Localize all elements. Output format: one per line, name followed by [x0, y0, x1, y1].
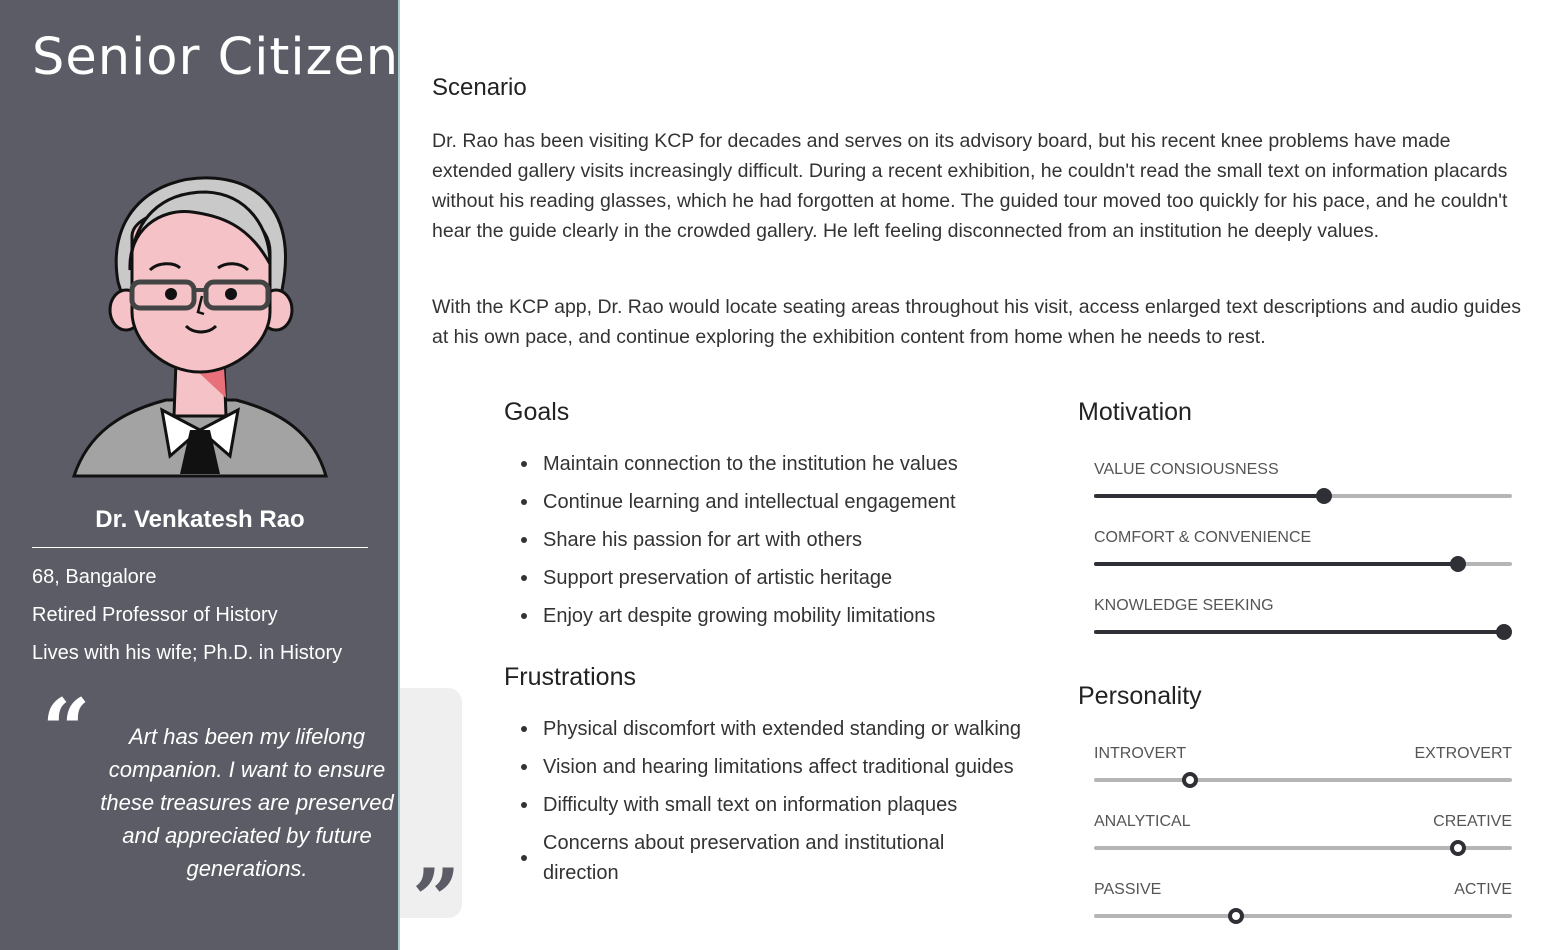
list-item: Support preservation of artistic heritage	[504, 563, 1064, 593]
slider-label: VALUE CONSIOUSNESS	[1094, 461, 1279, 478]
personality-slider-introvert-extrovert	[1094, 745, 1512, 782]
slider-right-label: EXTROVERT	[1414, 745, 1512, 762]
motivation-slider-value	[1094, 461, 1512, 498]
slider-label-row	[1094, 813, 1512, 831]
motivation-slider-comfort	[1094, 529, 1512, 566]
slider-right-label: ACTIVE	[1454, 881, 1512, 898]
slider-knob	[1316, 488, 1332, 504]
scenario-paragraph-1: Dr. Rao has been visiting KCP for decades and serves on its advisory board, but his recent knee problems have made extended gallery visits increasingly difficult. During a recent exhibition, he couldn't read the small text on information placards without his reading glasses, which he had forgotten at home. The guided tour moved too quickly for his pace, and he couldn't hear the guide clearly in the crowded gallery. He left feeling disconnected from an institution he deeply values.	[432, 130, 1508, 242]
motivation-heading: Motivation	[1078, 398, 1192, 426]
slider-left-label: INTROVERT	[1094, 745, 1187, 762]
slider-label-row	[1094, 881, 1512, 899]
list-item: Vision and hearing limitations affect traditional guides	[504, 752, 1060, 782]
frustrations-heading: Frustrations	[504, 663, 636, 691]
frustrations-list	[504, 714, 1060, 896]
goals-heading: Goals	[504, 398, 570, 426]
motivation-slider-knowledge	[1094, 597, 1512, 634]
slider-track	[1094, 562, 1512, 566]
persona-household: Lives with his wife; Ph.D. in History	[32, 642, 343, 664]
goals-list	[504, 449, 1064, 639]
name-divider	[32, 547, 368, 548]
slider-label: COMFORT & CONVENIENCE	[1094, 529, 1312, 546]
list-item: Concerns about preservation and institutional direction	[504, 828, 984, 888]
personality-slider-analytical-creative	[1094, 813, 1512, 850]
slider-right-label: CREATIVE	[1433, 813, 1512, 830]
list-item: Share his passion for art with others	[504, 525, 1064, 555]
slider-track	[1094, 846, 1512, 850]
list-item: Enjoy art despite growing mobility limitations	[504, 601, 1064, 631]
list-item: Continue learning and intellectual engagement	[504, 487, 1064, 517]
slider-knob	[1182, 772, 1198, 788]
slider-knob	[1450, 556, 1466, 572]
open-quote-icon: “	[42, 680, 91, 779]
slider-knob	[1496, 624, 1512, 640]
close-quote-icon: ”	[412, 850, 461, 949]
scenario-heading: Scenario	[432, 74, 527, 101]
list-item: Maintain connection to the institution he values	[504, 449, 1064, 479]
list-item: Physical discomfort with extended standing or walking	[504, 714, 1060, 744]
senior-man-avatar-icon	[70, 172, 330, 478]
list-item: Difficulty with small text on information plaques	[504, 790, 1060, 820]
scenario-paragraph-2: With the KCP app, Dr. Rao would locate seating areas throughout his visit, access enlarged text descriptions and audio guides at his own pace, and continue exploring the exhibition content from home when he needs to rest.	[432, 296, 1522, 348]
slider-fill	[1094, 630, 1504, 634]
slider-label-row	[1094, 745, 1512, 763]
persona-age-location: 68, Bangalore	[32, 566, 157, 588]
slider-track	[1094, 630, 1512, 634]
persona-occupation: Retired Professor of History	[32, 604, 278, 626]
persona-quote: Art has been my lifelong companion. I want to ensure these treasures are preserved and appreciated by future generations.	[100, 724, 394, 881]
slider-fill	[1094, 562, 1458, 566]
slider-track	[1094, 914, 1512, 918]
slider-left-label: ANALYTICAL	[1094, 813, 1191, 830]
slider-track	[1094, 778, 1512, 782]
slider-label: KNOWLEDGE SEEKING	[1094, 597, 1274, 614]
slider-left-label: PASSIVE	[1094, 881, 1162, 898]
slider-knob	[1228, 908, 1244, 924]
slider-fill	[1094, 494, 1324, 498]
slider-knob	[1450, 840, 1466, 856]
personality-heading: Personality	[1078, 682, 1202, 710]
persona-name: Dr. Venkatesh Rao	[95, 506, 305, 533]
persona-category-title: Senior Citizen	[32, 28, 400, 87]
slider-track	[1094, 494, 1512, 498]
personality-slider-passive-active	[1094, 881, 1512, 918]
